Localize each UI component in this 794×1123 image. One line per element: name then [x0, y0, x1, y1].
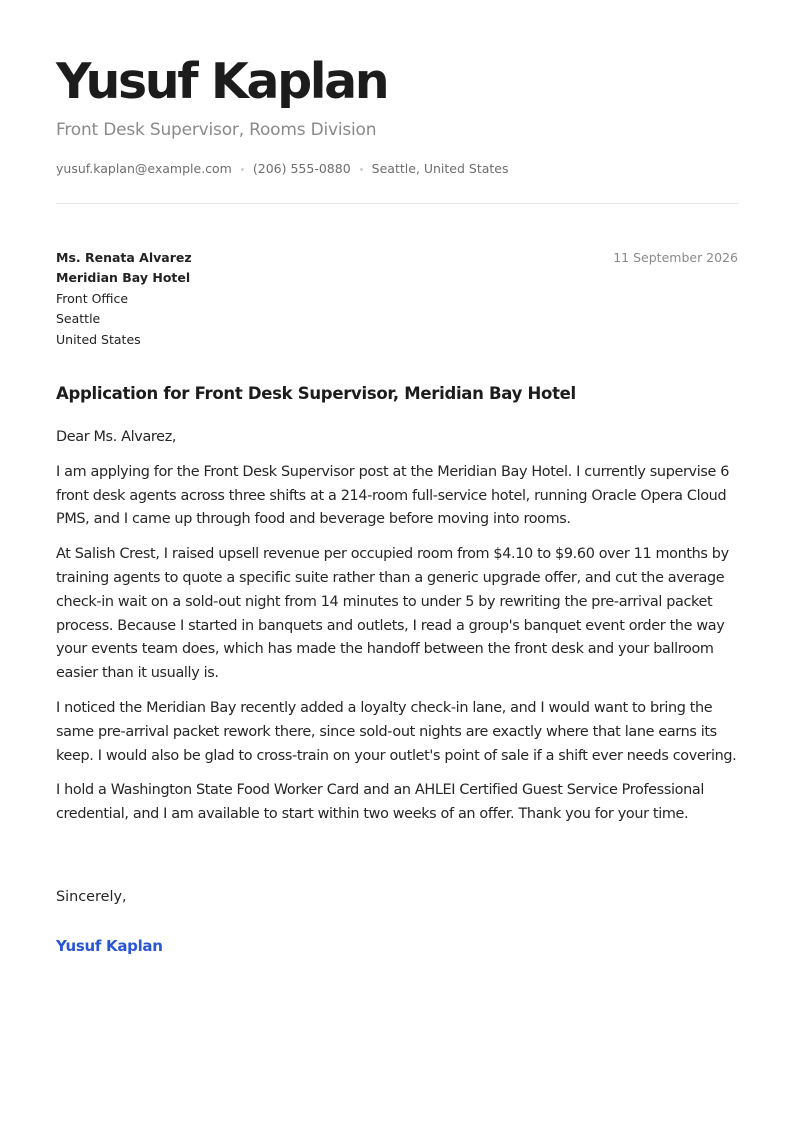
separator-dot: [241, 168, 244, 171]
contact-email: yusuf.kaplan@example.com: [56, 161, 232, 176]
body-paragraph: I hold a Washington State Food Worker Card and an AHLEI Certified Guest Service Professional credential, and I am available to start within two weeks of an offer. Thank you for your time.: [56, 782, 704, 823]
letter-subject: Application for Front Desk Supervisor, Meridian Bay Hotel: [56, 384, 576, 403]
contact-phone: (206) 555-0880: [252, 161, 351, 176]
letter-date: 11 September 2026: [613, 250, 738, 265]
separator-dot: [360, 168, 363, 171]
signature-name: Yusuf Kaplan: [56, 937, 163, 955]
recipient-name: Ms. Renata Alvarez: [56, 250, 192, 265]
applicant-name: Yusuf Kaplan: [56, 53, 388, 110]
letter-body: [56, 426, 740, 838]
recipient-company: Meridian Bay Hotel: [56, 270, 191, 286]
salutation: Dear Ms. Alvarez,: [56, 429, 177, 445]
closing: Sincerely,: [56, 889, 127, 905]
recipient-city: Seattle: [56, 311, 101, 327]
contact-line: [56, 160, 509, 178]
header-divider: [56, 203, 738, 204]
recipient-block: [56, 248, 192, 350]
applicant-title: Front Desk Supervisor, Rooms Division: [56, 120, 377, 140]
body-paragraph: I noticed the Meridian Bay recently added a loyalty check-in lane, and I would want to bring the same pre-arrival packet rework there, since sold-out nights are exactly where that lane earns its keep. I would also be glad to cross-train on your outlet's point of sale if a shift ever needs covering.: [56, 699, 737, 764]
contact-location: Seattle, United States: [371, 161, 509, 176]
body-paragraph: At Salish Crest, I raised upsell revenue per occupied room from $4.10 to $9.60 over 11 months by training agents to quote a specific suite rather than a generic upgrade offer, and cut the average check-in wait on a sold-out night from 14 minutes to under 5 by rewriting the pre-arrival packet process. Because I started in banquets and outlets, I read a group's banquet event order the way your events team does, which has made the handoff between the front desk and your ballroom easier than it usually is.: [56, 546, 729, 682]
body-paragraph: I am applying for the Front Desk Supervisor post at the Meridian Bay Hotel. I currently supervise 6 front desk agents across three shifts at a 214-room full-service hotel, running Oracle Opera Cloud PMS, and I came up through food and beverage before moving into rooms.: [56, 463, 730, 528]
recipient-country: United States: [56, 331, 141, 347]
recipient-department: Front Office: [56, 290, 129, 306]
